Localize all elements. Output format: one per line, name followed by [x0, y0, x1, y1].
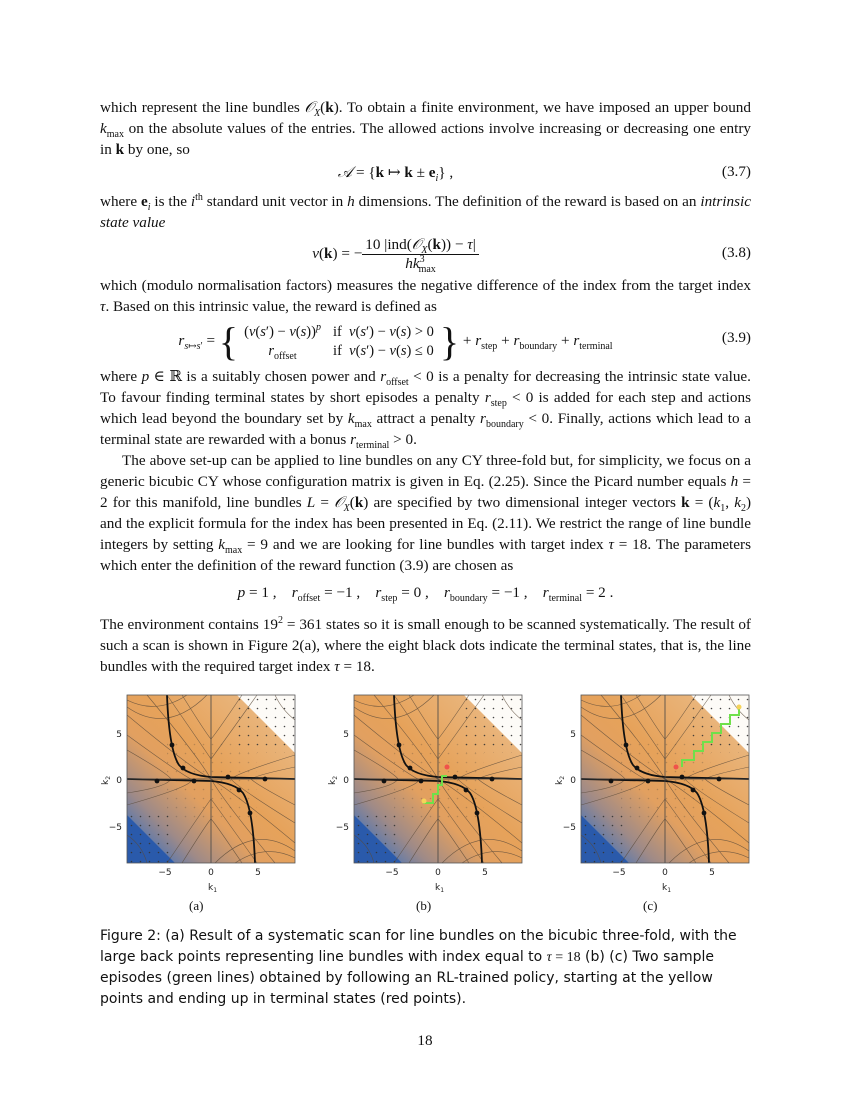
paragraph-1: which represent the line bundles 𝒪$_X$(k). To obtain a finite environment, we have imposed an upper bound $k_{max}$ on the absolute values of the entries. The allowed actions involve increasing or decreasing one entry in k by one, so [100, 99, 751, 158]
y-tick: 5 [570, 730, 576, 740]
subfigure-label-a: (a) [189, 898, 204, 913]
end-point-c [674, 765, 679, 770]
start-point-b [422, 799, 427, 804]
parameters-equation: p = 1 , $r_{offset} = -1$ , $r_{step} = 0$ , $r_{boundary} = -1$ , $r_{terminal} = 2$ . [237, 584, 614, 605]
subfigure-label-b: (b) [416, 898, 432, 913]
plot-panel-a [127, 695, 295, 863]
x-tick: 5 [709, 868, 715, 878]
page-number: 18 [417, 1032, 433, 1049]
plot-panel-c [581, 695, 749, 863]
plot-panel-b [354, 695, 522, 863]
x-axis-label: $k_1$ [435, 883, 445, 894]
x-tick: 0 [662, 868, 668, 878]
x-axis-label: $k_1$ [208, 883, 218, 894]
subfigure-label-c: (c) [643, 898, 658, 913]
y-tick: 0 [343, 776, 349, 786]
equation-number: (3.8) [721, 244, 751, 261]
paragraph-3: which (modulo normalisation factors) measures the negative difference of the index from the target index τ. Based on this intrinsic value, the reward is defined as [100, 277, 751, 315]
y-axis-label: $k_2$ [328, 775, 339, 785]
y-tick: −5 [335, 823, 349, 833]
end-point-b [445, 765, 450, 770]
start-point-c [737, 705, 742, 710]
x-tick: −5 [158, 868, 172, 878]
y-tick: 5 [343, 730, 349, 740]
paragraph-4: where p ∈ ℝ is a suitably chosen power and $r_{offset} < 0$ is a penalty for decreasing the intrinsic state value. To favour finding terminal states by short episodes a penalty $r_{step} < 0$ is added for each step and actions which lead beyond the boundary set by $k_{max}$ attract a penalty $r_{boundary} < 0$. Finally, actions which lead to a terminal state are rewarded with a bonus $r_{terminal} > 0$. [100, 368, 751, 452]
y-tick: 5 [116, 730, 122, 740]
x-tick: 5 [255, 868, 261, 878]
y-tick: 0 [116, 776, 122, 786]
figure-caption: Figure 2: (a) Result of a systematic scan for line bundles on the bicubic three-fold, with the large back points representing line bundles with index equal to τ = 18 (b) (c) Two sample episodes (green lines) obtained by following an RL-trained policy, starting at the yellow points and ending up in terminal states (red points). [100, 928, 737, 1007]
y-tick: −5 [562, 823, 576, 833]
equation-number: (3.9) [721, 329, 751, 346]
x-tick: 0 [435, 868, 441, 878]
x-tick: −5 [612, 868, 626, 878]
equation-3-8: v(k) = − $\frac{10 |ind(𝒪_X(k)) - \tau|}{hk^3_{max}}$ (3.8) [312, 236, 751, 276]
paragraph-5: The above set-up can be applied to line bundles on any CY three-fold but, for simplicity, we focus on a generic bicubic CY whose configuration matrix is given in Eq. (2.25). Since the Picard number equals h = 2 for this manifold, line bundles L = 𝒪$_X$(k) are specified by two dimensional integer vectors $k = (k_1$, $k_2$) and the explicit formula for the index has been presented in Eq. (2.11). We restrict the range of line bundle integers by setting $k_{max} = 9$ and we are looking for line bundles with target index τ = 18. The parameters which enter the definition of the reward function (3.9) are chosen as [100, 452, 752, 574]
equation-3-9: $r_{s↦s'}$ = { $(v(s') - v(s))^p$ if v(s′) − v(s) > 0 $r_{offset}$ if v(s′) − v(s) ≤ 0 } + $r_{step} + r_{boundary} + r_{terminal}$ (3.9) [178, 319, 751, 364]
y-axis-label: $k_2$ [555, 775, 566, 785]
x-tick: 0 [208, 868, 214, 878]
x-tick: 5 [482, 868, 488, 878]
y-axis-label: $k_2$ [101, 775, 112, 785]
y-tick: 0 [570, 776, 576, 786]
x-axis-label: $k_1$ [662, 883, 672, 894]
figure-2 [0, 690, 850, 920]
y-tick: −5 [108, 823, 122, 833]
equation-3-7: 𝒜 = {k ↦ $k \pm e_i$} , (3.7) [337, 163, 751, 185]
equation-number: (3.7) [721, 163, 751, 180]
paragraph-2: where $e_i$ is the $i^{th}$ standard unit vector in h dimensions. The definition of the reward is based on an intrinsic state value [100, 191, 751, 231]
x-tick: −5 [385, 868, 399, 878]
paragraph-6: The environment contains $19^2 = 361$ states so it is small enough to be scanned systematically. The result of such a scan is shown in Figure 2(a), where the eight black dots indicate the terminal states, that is, the line bundles with the required target index τ = 18. [100, 614, 751, 675]
